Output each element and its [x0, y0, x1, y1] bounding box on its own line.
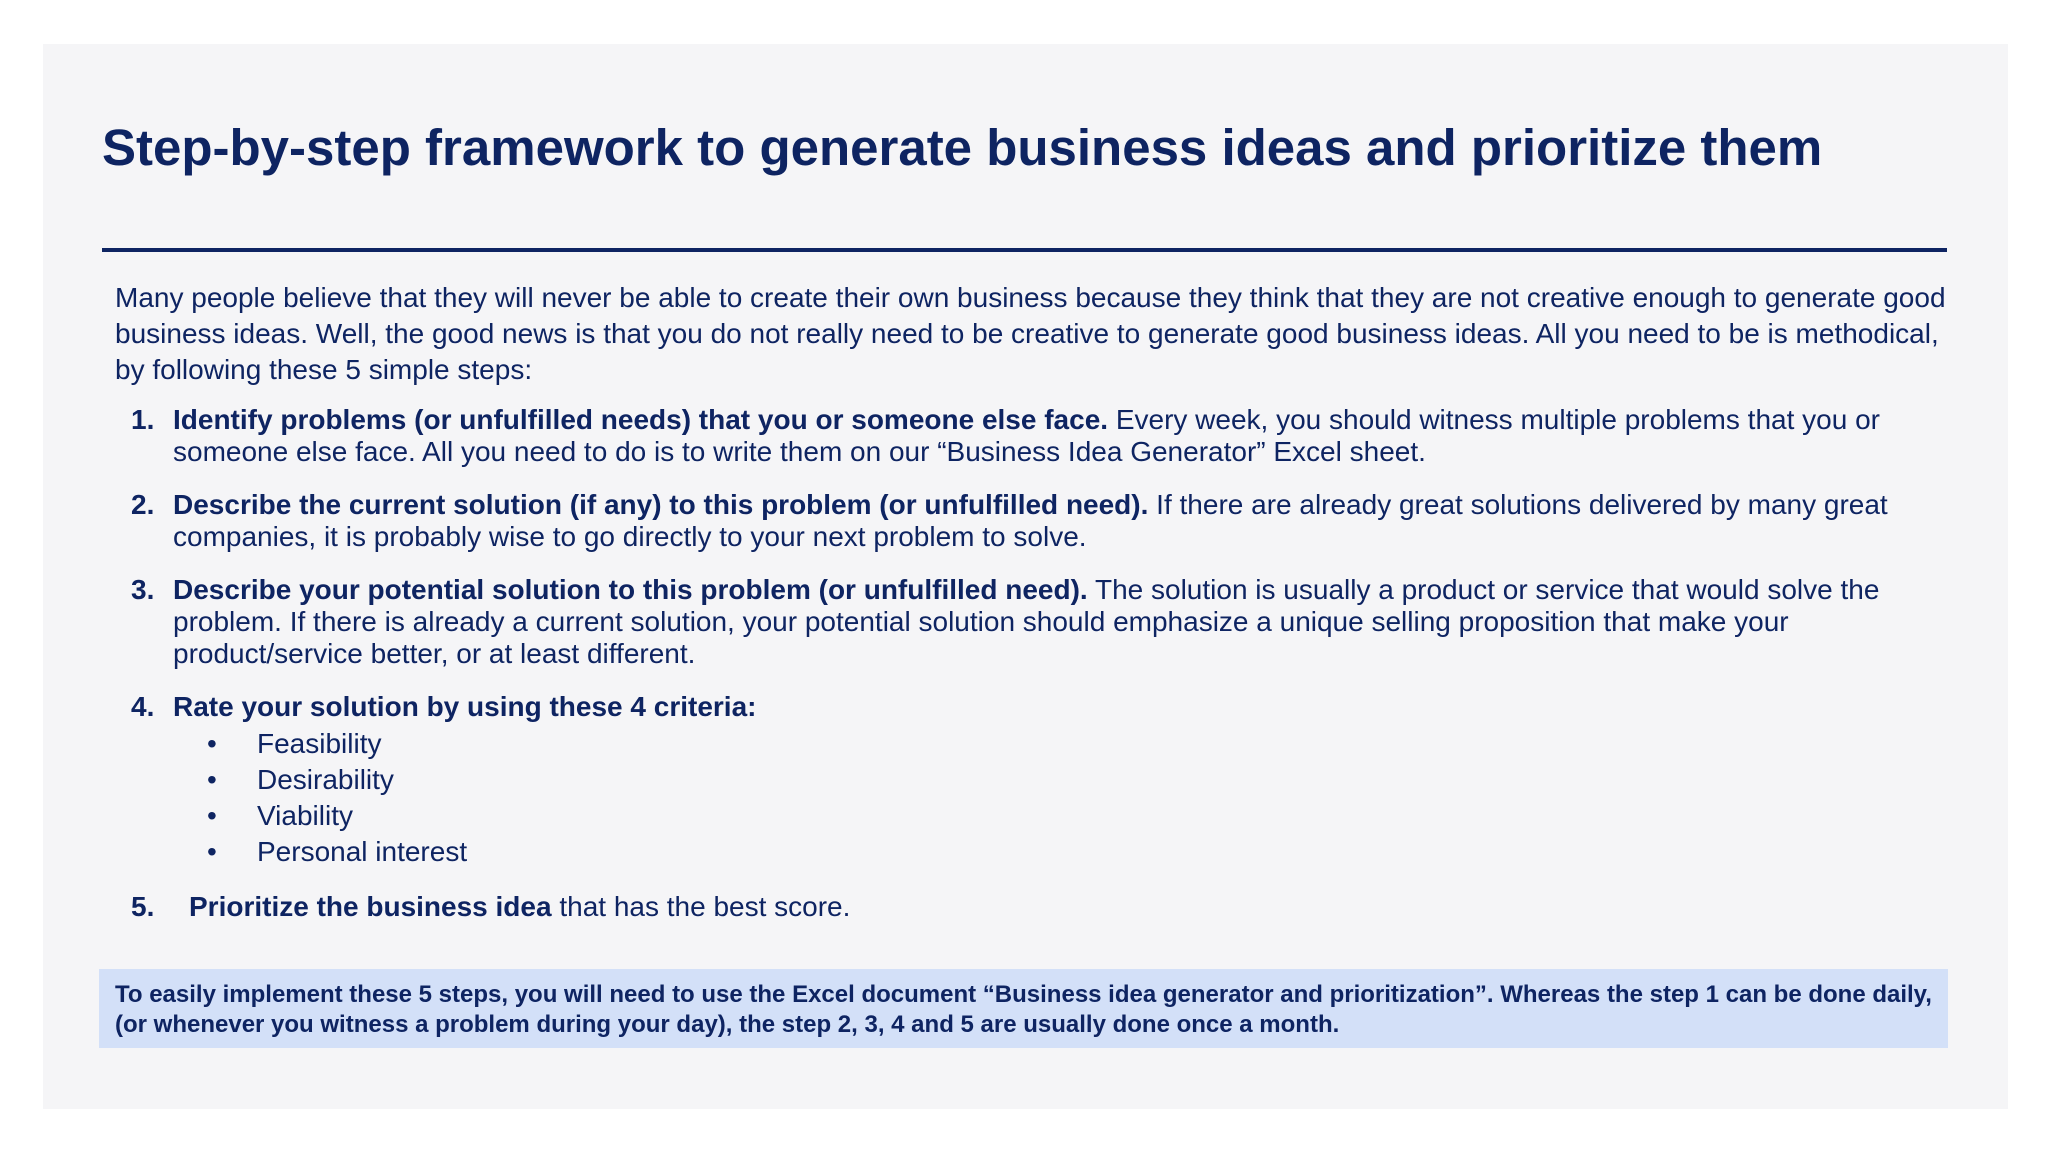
criteria-item-desirability — [173, 762, 1955, 798]
bullet-icon: • — [207, 800, 217, 831]
slide-title: Step-by-step framework to generate business ideas and prioritize them — [102, 119, 1823, 176]
criteria-label: Personal interest — [257, 836, 468, 867]
bullet-icon: • — [207, 836, 217, 867]
step-description: that has the best score. — [551, 891, 851, 922]
step-item-5 — [115, 891, 1955, 923]
step-number: 5. — [131, 891, 155, 922]
step-description: Every week, you should witness multiple problems that you or someone else face. All you need to do is to write them on our “Business Idea Generator” Excel sheet. — [173, 404, 1880, 467]
step-heading: Rate your solution by using these 4 criteria: — [173, 691, 757, 722]
title-divider — [102, 248, 1947, 252]
step-number: 2. — [131, 489, 155, 520]
step-heading: Prioritize the business idea — [189, 891, 552, 922]
step-number: 1. — [131, 404, 155, 435]
step-heading: Describe the current solution (if any) to this problem (or unfulfilled need). — [173, 489, 1149, 520]
implementation-note: To easily implement these 5 steps, you will need to use the Excel document “Business idea generator and prioritization”. Whereas the step 1 can be done daily, (or whenever you witness a problem during your day), the step 2, 3, 4 and 5 are usually done once a month. — [99, 969, 1948, 1048]
step-heading: Describe your potential solution to this problem (or unfulfilled need). — [173, 574, 1088, 605]
criteria-list — [173, 726, 1955, 870]
step-item-3 — [115, 574, 1955, 670]
criteria-label: Feasibility — [257, 728, 382, 759]
slide-body — [115, 280, 1955, 944]
step-item-4 — [115, 691, 1955, 870]
slide — [43, 44, 2008, 1109]
step-description: If there are already great solutions delivered by many great companies, it is probably wise to go directly to your next problem to solve. — [173, 489, 1888, 552]
criteria-item-feasibility — [173, 726, 1955, 762]
step-number: 4. — [131, 691, 155, 722]
criteria-item-viability — [173, 798, 1955, 834]
bullet-icon: • — [207, 728, 217, 759]
step-item-2 — [115, 489, 1955, 553]
step-number: 3. — [131, 574, 155, 605]
bullet-icon: • — [207, 764, 217, 795]
criteria-item-personal-interest — [173, 834, 1955, 870]
step-heading: Identify problems (or unfulfilled needs) that you or someone else face. — [173, 404, 1109, 435]
step-description: The solution is usually a product or service that would solve the problem. If there is already a current solution, your potential solution should emphasize a unique selling proposition that make your product/service better, or at least different. — [173, 574, 1880, 669]
intro-paragraph: Many people believe that they will never be able to create their own business because they think that they are not creative enough to generate good business ideas. Well, the good news is that you do not really need to be creative to generate good business ideas. All you need to be is methodical, by following these 5 simple steps: — [115, 282, 1946, 385]
criteria-label: Viability — [257, 800, 353, 831]
steps-list — [115, 404, 1955, 923]
step-item-1 — [115, 404, 1955, 468]
criteria-label: Desirability — [257, 764, 394, 795]
